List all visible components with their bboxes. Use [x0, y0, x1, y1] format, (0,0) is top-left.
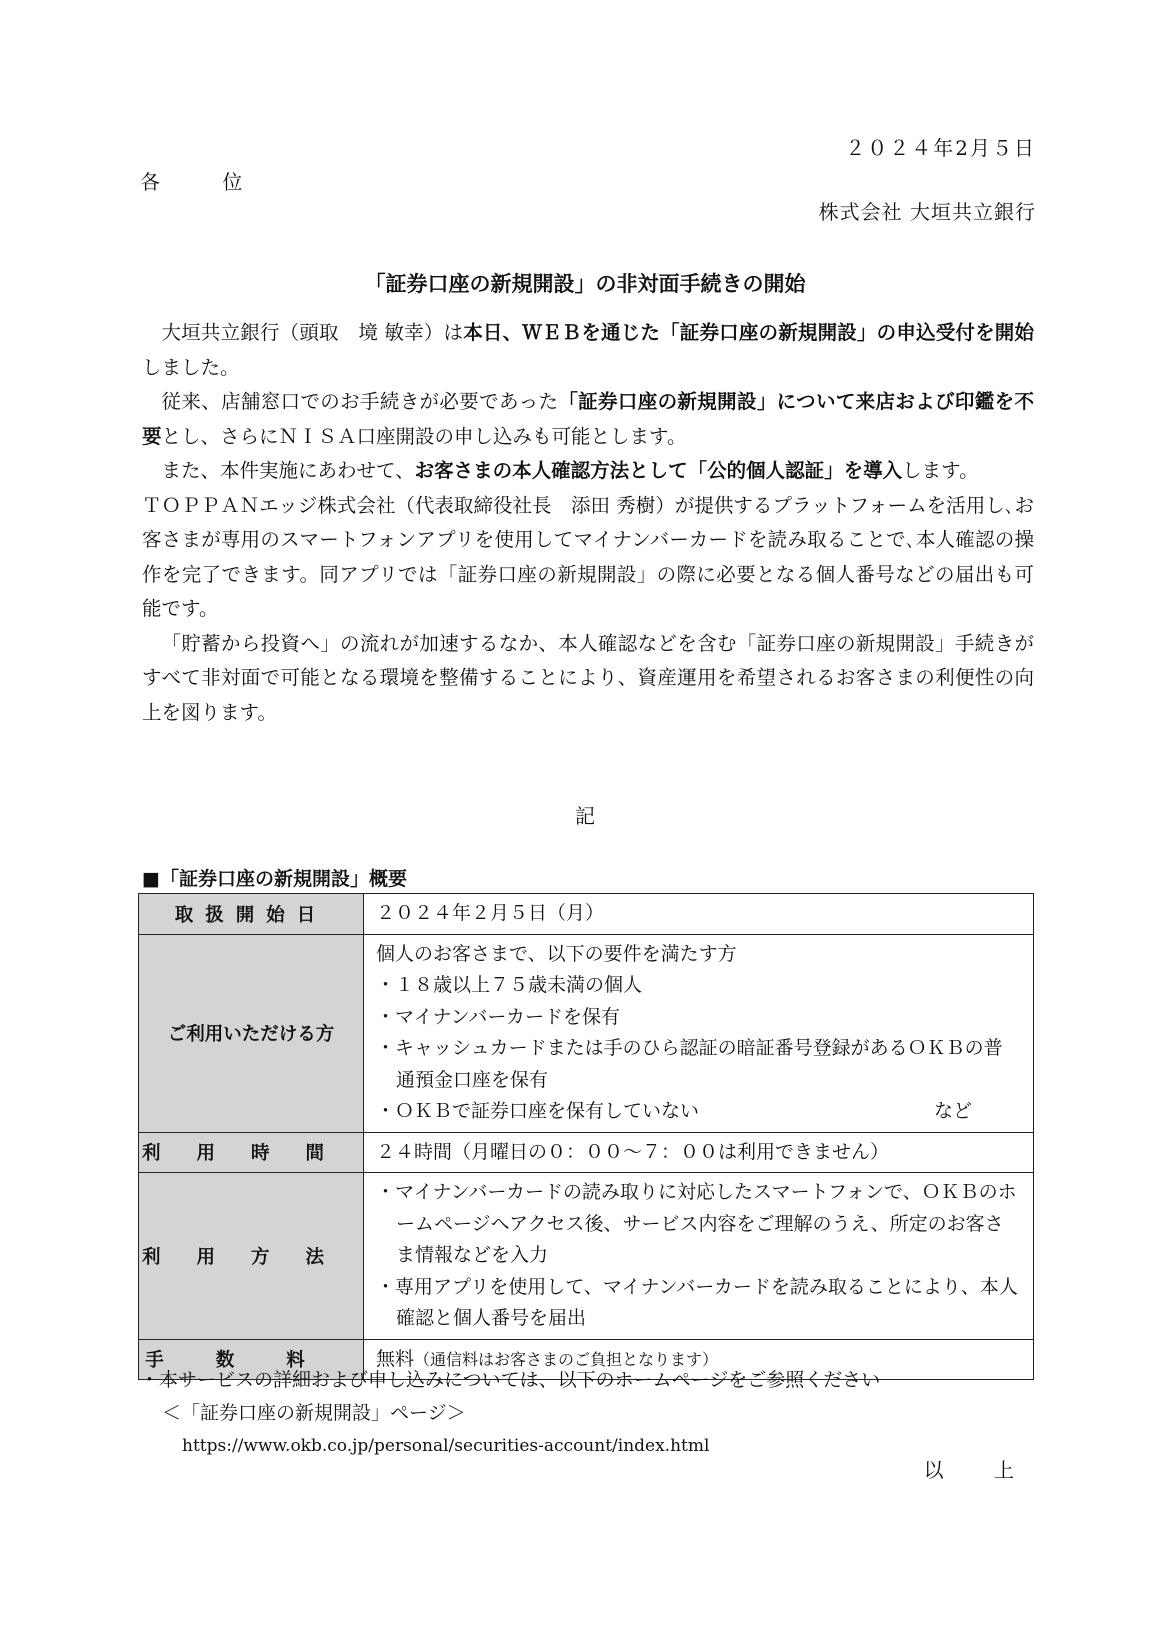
label-eligible: ご利用いただける方: [139, 934, 364, 1132]
table-row-start-date: [139, 894, 1034, 935]
note-line-1: ・本サービスの詳細および申し込みについては、以下のホームページをご参照ください: [140, 1369, 881, 1391]
label-start-date: 取扱開始日: [139, 894, 364, 935]
label-method: 利用方法: [139, 1173, 364, 1340]
value-fee: 無料（通信料はお客さまのご負担となります）: [364, 1339, 1034, 1380]
issuer: 株式会社 大垣共立銀行: [818, 200, 1036, 224]
value-eligible: [364, 934, 1034, 1132]
addressee: 各 位: [140, 170, 271, 194]
overview-table: [138, 893, 1034, 1380]
notes: [140, 1364, 880, 1463]
paragraph-4: ＴＯＰＰＡＮエッジ株式会社（代表取締役社長 添田 秀樹）が提供するプラットフォームを活用し､お客さまが専用のスマートフォンアプリを使用してマイナンバーカードを読み取ることで､本人確認の操作を完了できます。同アプリでは「証券口座の新規開設」の際に必要となる個人番号などの届出も可能です。: [142, 493, 1034, 620]
value-hours: ２４時間（月曜日の０：００～７：００は利用できません）: [364, 1132, 1034, 1173]
document-date: ２０２４年2月５日: [845, 136, 1036, 160]
paragraph-5: 「貯蓄から投資へ」の流れが加速するなか、本人確認などを含む「証券口座の新規開設」手続きがすべて非対面で可能となる環境を整備することにより、資産運用を希望されるお客さまの利便性の向上を図ります。: [142, 631, 1034, 724]
fee-note: （通信料はお客さまのご負担となります）: [414, 1349, 719, 1369]
closing: 以 上: [923, 1458, 1036, 1482]
ki-marker: 記: [575, 804, 595, 828]
body-text: [142, 316, 1034, 730]
table-row-hours: [139, 1132, 1034, 1173]
table-row-method: [139, 1173, 1034, 1340]
paragraph-1: 大垣共立銀行（頭取 境 敏幸）は本日、ＷＥＢを通じた「証券口座の新規開設」の申込受付を開始しました。: [142, 321, 1034, 379]
note-line-2: ＜「証券口座の新規開設」ページ＞: [162, 1402, 466, 1424]
paragraph-2: 従来、店舗窓口でのお手続きが必要であった「証券口座の新規開設」について来店および印鑑を不要とし、さらにＮＩＳＡ口座開設の申し込みも可能とします。: [142, 390, 1034, 448]
overview-heading: ■「証券口座の新規開設」概要: [142, 868, 407, 890]
document-title: 「証券口座の新規開設」の非対面手続きの開始: [364, 272, 806, 296]
method-item-2: ・専用アプリを使用して、マイナンバーカードを読み取ることにより、本人確認と個人番号を届出: [376, 1275, 1018, 1329]
eligible-item-1: ・１８歳以上７５歳未満の個人: [376, 974, 643, 996]
eligible-item-2: ・マイナンバーカードを保有: [376, 1005, 620, 1028]
table-row-eligible: [139, 934, 1034, 1132]
method-item-1: ・マイナンバーカードの読み取りに対応したスマートフォンで、ＯＫＢのホームページへアクセス後、サービス内容をご理解のうえ、所定のお客さま情報などを入力: [376, 1181, 1017, 1266]
eligible-etc: など: [934, 1100, 973, 1122]
value-method: [364, 1173, 1034, 1340]
eligible-item-3: ・キャッシュカードまたは手のひら認証の暗証番号登録があるＯＫＢの普通預金口座を保有: [376, 1037, 1003, 1091]
note-url: https://www.okb.co.jp/personal/securities-account/index.html: [182, 1436, 710, 1456]
paragraph-3: また、本件実施にあわせて、お客さまの本人確認方法として「公的個人認証」を導入します。: [161, 459, 979, 482]
eligible-intro: 個人のお客さまで、以下の要件を満たす方: [376, 942, 737, 965]
eligible-item-4: など ・ＯＫＢで証券口座を保有していない: [376, 1096, 1021, 1128]
label-hours: 利用時間: [139, 1132, 364, 1173]
label-fee: 手数料: [139, 1339, 364, 1380]
value-start-date: ２０２４年２月５日（月）: [364, 894, 1034, 935]
